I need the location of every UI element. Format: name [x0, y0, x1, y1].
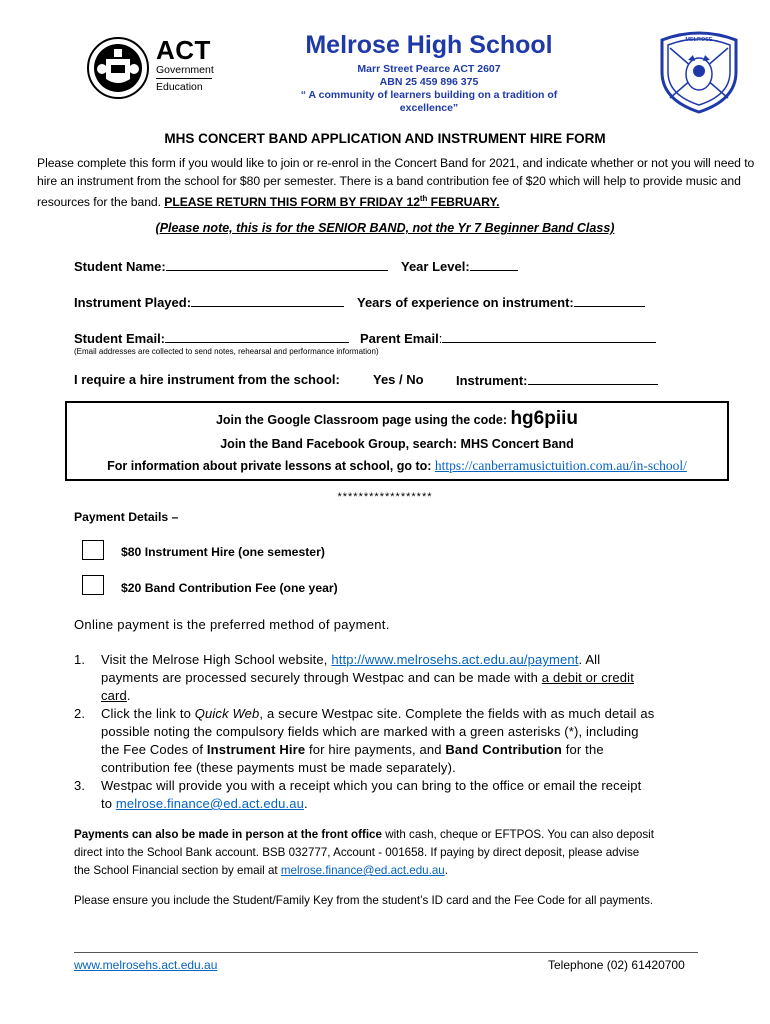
student-name-label: Student Name:: [74, 259, 166, 274]
act-logo-text: ACT: [156, 35, 211, 65]
instrument-played-label: Instrument Played:: [74, 295, 192, 310]
payment-heading: Payment Details –: [74, 510, 179, 524]
student-name-field[interactable]: [166, 258, 388, 271]
act-crest-icon: [84, 37, 152, 99]
year-level-label: Year Level:: [401, 259, 470, 274]
melrose-crest: [658, 28, 740, 114]
step-3-number: 3.: [74, 778, 86, 793]
instrument-played-row: [74, 294, 344, 310]
intro-deadline: PLEASE RETURN THIS FORM BY FRIDAY 12th FEBRUARY.: [164, 194, 500, 210]
payment-link[interactable]: http://www.melrosehs.act.edu.au/payment: [331, 652, 579, 667]
facebook-line: Join the Band Facebook Group, search: MHS Concert Band: [220, 437, 574, 451]
finance-email-link-2[interactable]: melrose.finance@ed.act.edu.au: [280, 864, 445, 877]
parent-email-row: Parent Email:: [360, 330, 656, 346]
classroom-label: Join the Google Classroom page using the code:: [215, 413, 511, 427]
intro-text: Please complete this form if you would like to join or re-enrol in the Concert Band for 2021, and indicate whether or not you will need to hire an instrument from the school for $80 per semester. There is a band contribution fee of $20 which will help to provide music and resources for the band.: [37, 156, 755, 210]
hire-yes-no[interactable]: Yes / No: [373, 372, 424, 387]
hire-option-label: $80 Instrument Hire (one semester): [121, 545, 325, 559]
footer-telephone: Telephone (02) 61420700: [548, 958, 685, 972]
student-email-row: [74, 330, 349, 346]
school-name: Melrose High School: [305, 31, 553, 59]
step-1-number: 1.: [74, 652, 86, 667]
ensure-note: Please ensure you include the Student/Family Key from the student’s ID card and the Fee Code for all payments.: [74, 894, 654, 907]
contribution-checkbox[interactable]: [82, 575, 104, 595]
crest-text: MELROSE: [685, 37, 713, 43]
step-1: 1. Visit the Melrose High School website, http://www.melrosehs.act.edu.au/payment. All payments are processed securely through Westpac and can be made with a debit or credit card.: [74, 652, 634, 703]
payment-steps: [74, 651, 724, 813]
step-3: 3. Westpac will provide you with a receipt which you can bring to the office or email the receipt to melrose.finance@ed.act.edu.au.: [74, 778, 642, 811]
hire-instrument-label: Instrument:: [456, 373, 528, 388]
school-motto: “ A community of learners building on a tradition of excellence”: [300, 89, 558, 114]
school-address: Marr Street Pearce ACT 2607: [357, 63, 501, 75]
parent-email-field[interactable]: [442, 330, 656, 343]
hire-checkbox[interactable]: [82, 540, 104, 560]
hire-instrument-field[interactable]: [528, 372, 658, 385]
form-title: MHS CONCERT BAND APPLICATION AND INSTRUMENT HIRE FORM: [164, 131, 606, 146]
info-box: [65, 401, 729, 481]
senior-band-note: (Please note, this is for the SENIOR BAND, not the Yr 7 Beginner Band Class): [155, 221, 615, 235]
classroom-code: hg6piiu: [510, 408, 579, 429]
school-abn: ABN 25 459 896 375: [379, 76, 479, 88]
act-logo-rule: [156, 78, 212, 79]
email-note: (Email addresses are collected to send notes, rehearsal and performance information): [74, 347, 379, 356]
finance-email-link[interactable]: melrose.finance@ed.act.edu.au: [115, 796, 305, 811]
years-experience-field[interactable]: [574, 294, 645, 307]
lessons-line: [67, 458, 727, 474]
instrument-played-field[interactable]: [191, 294, 344, 307]
year-level-row: [401, 258, 518, 274]
student-name-row: [74, 258, 388, 274]
hire-question: I require a hire instrument from the school:: [74, 372, 340, 387]
act-logo-government: Government: [156, 64, 214, 76]
act-education-logo: [84, 37, 214, 99]
online-preferred: Online payment is the preferred method of payment.: [74, 617, 390, 632]
step-2: 2. Click the link to Quick Web, a secure Westpac site. Complete the fields with as much detail as possible noting the compulsory fields which are marked with a green asterisks (*), including the Fee Codes of Instrument Hire for hire payments, and Band Contribution for the contribution fee (these payments must be made separately).: [74, 706, 655, 775]
footer-rule: [74, 952, 698, 953]
years-experience-label: Years of experience on instrument:: [357, 295, 574, 310]
year-level-field[interactable]: [470, 258, 518, 271]
lessons-link[interactable]: https://canberramusictuition.com.au/in-school/: [434, 458, 687, 473]
years-experience-row: [357, 294, 645, 310]
intro-paragraph: [37, 154, 761, 211]
contribution-option-label: $20 Band Contribution Fee (one year): [121, 581, 338, 595]
classroom-line: [67, 408, 727, 430]
step-2-number: 2.: [74, 706, 86, 721]
footer-website-link[interactable]: www.melrosehs.act.edu.au: [74, 958, 218, 972]
in-person-paragraph: Payments can also be made in person at the front office with cash, cheque or EFTPOS. You can also deposit direct into the School Bank account. BSB 032777, Account - 001658. If paying by direct deposit, please advise the School Financial section by email at melrose.finance@ed.act.edu.au.: [74, 828, 654, 877]
separator-stars: ******************: [337, 491, 433, 503]
student-email-field[interactable]: [165, 330, 349, 343]
parent-email-label: Parent Email: [360, 331, 439, 346]
act-logo-education: Education: [156, 81, 203, 93]
lessons-label: For information about private lessons at school, go to:: [107, 459, 435, 473]
hire-instrument-row: [456, 372, 658, 388]
student-email-label: Student Email:: [74, 331, 166, 346]
